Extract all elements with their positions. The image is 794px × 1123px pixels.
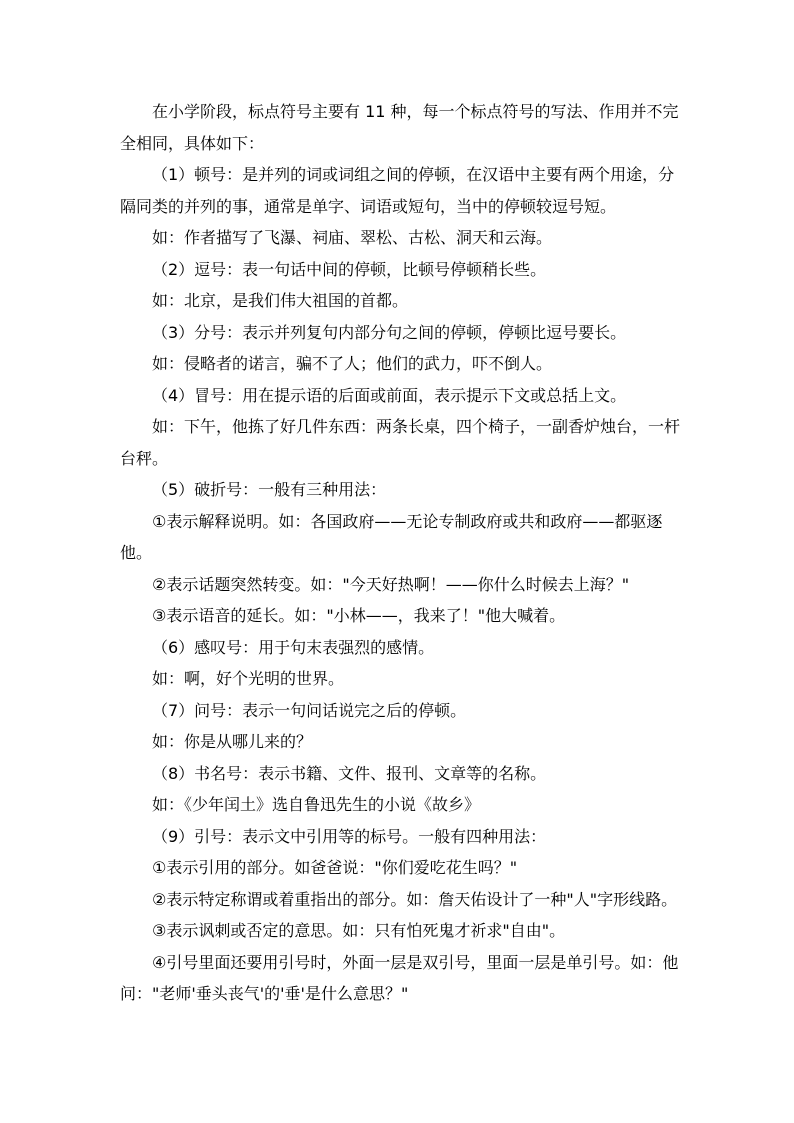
quotation-usage-1: ①表示引用的部分。如爸爸说："你们爱吃花生吗？" xyxy=(152,858,518,877)
exclamation-definition: （6）感叹号：用于句末表强烈的感情。 xyxy=(152,637,435,657)
quotation-definition: （9）引号：表示文中引用等的标号。一般有四种用法： xyxy=(152,826,547,846)
dash-usage-2: ②表示话题突然转变。如："今天好热啊！——你什么时候去上海？" xyxy=(152,574,630,594)
semicolon-example: 如：侵略者的诺言，骗不了人；他们的武力，吓不倒人。 xyxy=(152,354,553,373)
dash-usage-1: ①表示解释说明。如：各国政府——无论专制政府或共和政府——都驱逐他。 xyxy=(120,511,663,562)
title-mark-example: 如：《少年闰土》选自鲁迅先生的小说《故乡》 xyxy=(152,795,481,814)
title-mark-definition: （8）书名号：表示书籍、文件、报刊、文章等的名称。 xyxy=(152,763,547,783)
comma-example: 如：北京，是我们伟大祖国的首都。 xyxy=(152,291,409,310)
quotation-usage-4: ④引号里面还要用引号时，外面一层是双引号，里面一层是单引号。如：他问："老师'垂头丧气'的'垂'是什么意思？" xyxy=(120,952,679,1003)
colon-definition: （4）冒号：用在提示语的后面或前面，表示提示下文或总括上文。 xyxy=(152,385,627,405)
dash-usage-3: ③表示语音的延长。如："小林——，我来了！"他大喊着。 xyxy=(152,606,566,625)
semicolon-definition: （3）分号：表示并列复句内部分句之间的停顿，停顿比逗号要长。 xyxy=(152,322,627,342)
document-body xyxy=(120,96,680,1010)
question-example: 如：你是从哪儿来的？ xyxy=(152,732,313,751)
quotation-usage-2: ②表示特定称谓或着重指出的部分。如：詹天佑设计了一种"人"字形线路。 xyxy=(152,889,678,909)
intro-paragraph: 在小学阶段，标点符号主要有 11 种，每一个标点符号的写法、作用并不完全相同，具体如下： xyxy=(120,102,679,153)
comma-dun-definition: （1）顿号：是并列的词或词组之间的停顿，在汉语中主要有两个用途，分隔同类的并列的事，通常是单字、词语或短句，当中的停顿较逗号短。 xyxy=(120,165,675,216)
quotation-usage-3: ③表示讽刺或否定的意思。如：只有怕死鬼才祈求"自由"。 xyxy=(152,921,566,940)
question-definition: （7）问号：表示一句问话说完之后的停顿。 xyxy=(152,700,467,720)
colon-example: 如：下午，他拣了好几件东西：两条长桌，四个椅子，一副香炉烛台，一杆台秤。 xyxy=(120,417,681,468)
comma-definition: （2）逗号：表一句话中间的停顿，比顿号停顿稍长些。 xyxy=(152,259,547,279)
exclamation-example: 如：啊，好个光明的世界。 xyxy=(152,669,345,688)
dash-definition: （5）破折号：一般有三种用法： xyxy=(152,480,387,499)
comma-dun-example: 如：作者描写了飞瀑、祠庙、翠松、古松、洞天和云海。 xyxy=(152,228,553,247)
